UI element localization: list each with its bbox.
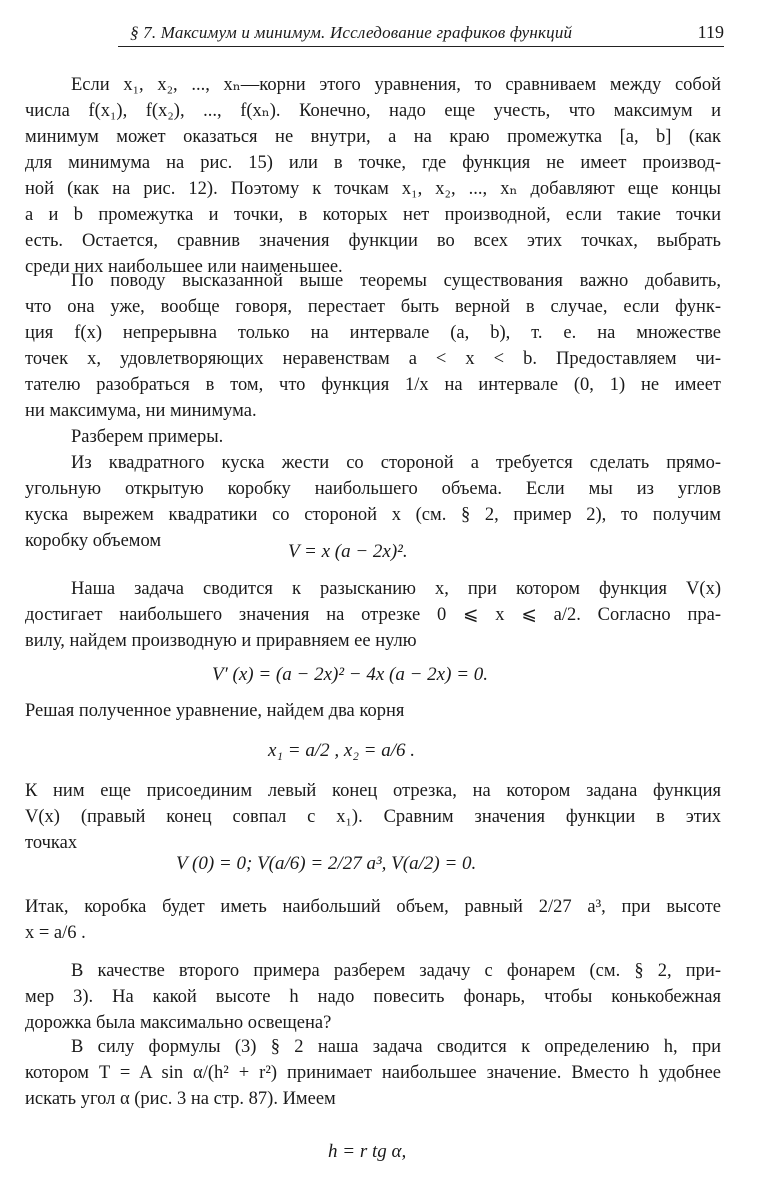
formula-h: h = r tg α,	[328, 1141, 407, 1162]
text-line: ция f(x) непрерывна только на интервале (a, b), т. е. на множестве	[25, 323, 721, 343]
text-line: что она уже, вообще говоря, перестает быть верной в случае, если функ-	[25, 297, 721, 317]
text-line: Если x₁, x₂, ..., xₙ—корни этого уравнения, то сравниваем между собой	[71, 75, 721, 95]
text-line: ной (как на рис. 12). Поэтому к точкам x₁, x₂, ..., xₙ добавляют еще концы	[25, 179, 721, 199]
text-line: есть. Остается, сравнив значения функции во всех этих точках, выбрать	[25, 231, 721, 251]
formula-roots: x₁ = a/2 , x₂ = a/6 .	[268, 740, 416, 761]
paragraph-8	[25, 894, 721, 946]
paragraph-6	[25, 698, 721, 724]
text-line: мер 3). На какой высоте h надо повесить фонарь, чтобы конькобежная	[25, 987, 721, 1007]
text-line: достигает наибольшего значения на отрезке 0 ⩽ x ⩽ a/2. Согласно пра-	[25, 605, 721, 625]
text-line: Из квадратного куска жести со стороной a требуется сделать прямо-	[71, 453, 721, 473]
text-line: угольную открытую коробку наибольшего объема. Если мы из углов	[25, 479, 721, 499]
formula-values: V (0) = 0; V(a/6) = 2/27 a³, V(a/2) = 0.	[176, 853, 477, 874]
text-line: среди них наибольшее или наименьшее.	[25, 257, 343, 277]
paragraph-7	[25, 778, 721, 856]
text-line: В силу формулы (3) § 2 наша задача сводится к определению h, при	[71, 1037, 721, 1057]
text-line: дорожка была максимально освещена?	[25, 1013, 332, 1033]
header-title: § 7. Максимум и минимум. Исследование графиков функций	[130, 23, 573, 42]
running-header	[118, 18, 724, 47]
page-number: 119	[697, 22, 724, 42]
text-line: По поводу высказанной выше теоремы существования важно добавить,	[71, 271, 721, 291]
formula-derivative: V′ (x) = (a − 2x)² − 4x (a − 2x) = 0.	[212, 664, 489, 685]
text-line: тателю разобраться в том, что функция 1/x на интервале (0, 1) не имеет	[25, 375, 721, 395]
text-line: ни максимума, ни минимума.	[25, 401, 257, 421]
paragraph-5	[25, 576, 721, 654]
text-line: куска вырежем квадратики со стороной x (см. § 2, пример 2), то получим	[25, 505, 721, 525]
text-line: коробку объемом	[25, 531, 162, 551]
paragraph-1	[25, 72, 721, 280]
text-line: для минимума на рис. 15) или в точке, где функция не имеет производ-	[25, 153, 721, 173]
text-line: искать угол α (рис. 3 на стр. 87). Имеем	[25, 1089, 336, 1109]
paragraph-10	[25, 1034, 721, 1112]
formula-volume: V = x (a − 2x)².	[288, 541, 408, 562]
paragraph-4	[25, 450, 721, 554]
text-line: вилу, найдем производную и приравняем ее нулю	[25, 631, 417, 651]
text-line: точек x, удовлетворяющих неравенствам a < x < b. Предоставляем чи-	[25, 349, 721, 369]
paragraph-3	[25, 424, 721, 450]
text-line: котором T = A sin α/(h² + r²) принимает наибольшее значение. Вместо h удобнее	[25, 1063, 721, 1083]
text-line: Наша задача сводится к разысканию x, при котором функция V(x)	[71, 579, 721, 599]
text-line: Итак, коробка будет иметь наибольший объем, равный 2/27 a³, при высоте	[25, 897, 721, 917]
paragraph-2	[25, 268, 721, 424]
text-line: К ним еще присоединим левый конец отрезка, на котором задана функция	[25, 781, 721, 801]
text-line: V(x) (правый конец совпал с x₁). Сравним значения функции в этих	[25, 807, 721, 827]
text-line: a и b промежутка и точки, в которых нет производной, если такие точки	[25, 205, 721, 225]
text-line: x = a/6 .	[25, 923, 86, 943]
text-line: минимум может оказаться не внутри, а на краю промежутка [a, b] (как	[25, 127, 721, 147]
text-line: числа f(x₁), f(x₂), ..., f(xₙ). Конечно, надо еще учесть, что максимум и	[25, 101, 721, 121]
text-line: Разберем примеры.	[71, 427, 224, 447]
text-line: Решая полученное уравнение, найдем два корня	[25, 701, 405, 721]
text-line: В качестве второго примера разберем задачу с фонарем (см. § 2, при-	[71, 961, 721, 981]
text-line: точках	[25, 833, 78, 853]
paragraph-9	[25, 958, 721, 1036]
